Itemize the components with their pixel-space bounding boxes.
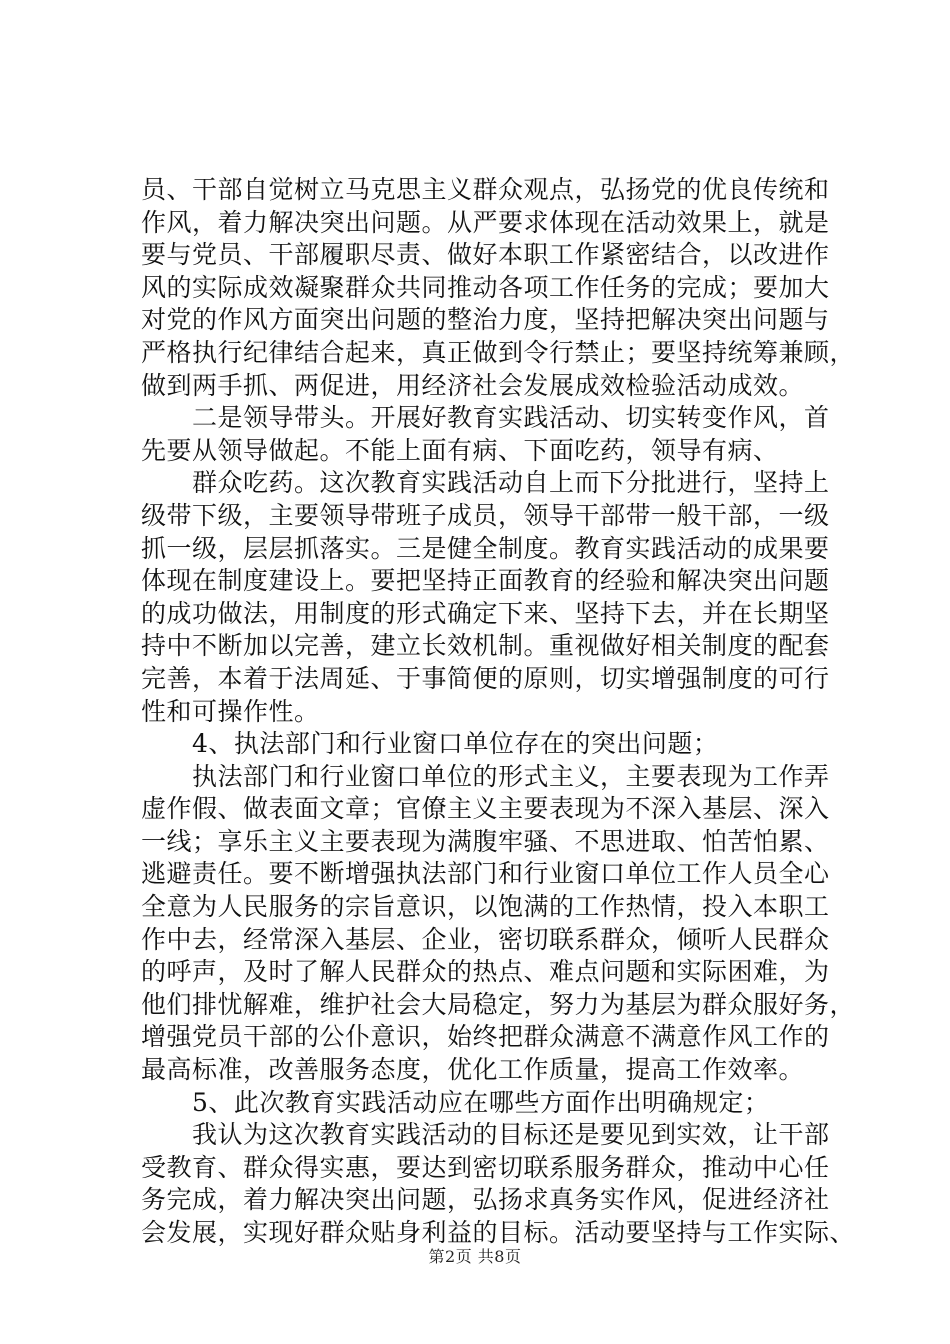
text-line: 级带下级，主要领导带班子成员，领导干部带一般干部，一级 xyxy=(141,500,830,530)
text-line: 严格执行纪律结合起来，真正做到令行禁止；要坚持统筹兼顾， xyxy=(141,337,856,367)
text-line: 对党的作风方面突出问题的整治力度，坚持把解决突出问题与 xyxy=(141,305,830,335)
text-line: 的呼声，及时了解人民群众的热点、难点问题和实际困难，为 xyxy=(141,957,830,987)
text-line: 抓一级，层层抓落实。三是健全制度。教育实践活动的成果要 xyxy=(141,533,830,563)
text-line: 执法部门和行业窗口单位的形式主义，主要表现为工作弄 xyxy=(141,761,830,791)
text-line: 作中去，经常深入基层、企业，密切联系群众，倾听人民群众 xyxy=(141,924,830,954)
text-line: 他们排忧解难，维护社会大局稳定，努力为基层为群众服好务， xyxy=(141,989,856,1019)
text-line: 体现在制度建设上。要把坚持正面教育的经验和解决突出问题 xyxy=(141,566,830,596)
document-body xyxy=(141,174,861,1250)
text-line: 风的实际成效凝聚群众共同推动各项工作任务的完成；要加大 xyxy=(141,272,830,302)
text-line: 持中不断加以完善，建立长效机制。重视做好相关制度的配套 xyxy=(141,631,830,661)
text-line: 会发展，实现好群众贴身利益的目标。活动要坚持与工作实际、 xyxy=(141,1218,856,1247)
text-line: 作风，着力解决突出问题。从严要求体现在活动效果上，就是 xyxy=(141,207,830,237)
text-line: 5、此次教育实践活动应在哪些方面作出明确规定； xyxy=(141,1087,770,1117)
text-line: 性和可操作性。 xyxy=(141,696,320,726)
text-line: 二是领导带头。开展好教育实践活动、切实转变作风，首 xyxy=(141,403,830,433)
text-line: 增强党员干部的公仆意识，始终把群众满意不满意作风工作的 xyxy=(141,1022,830,1052)
text-line: 的成功做法，用制度的形式确定下来、坚持下去，并在长期坚 xyxy=(141,598,830,628)
text-line: 4、执法部门和行业窗口单位存在的突出问题； xyxy=(141,729,719,759)
text-line: 受教育、群众得实惠，要达到密切联系服务群众，推动中心任 xyxy=(141,1152,830,1182)
text-line: 做到两手抓、两促进，用经济社会发展成效检验活动成效。 xyxy=(141,370,805,400)
text-line: 务完成，着力解决突出问题，弘扬求真务实作风，促进经济社 xyxy=(141,1185,830,1215)
text-line: 群众吃药。这次教育实践活动自上而下分批进行，坚持上 xyxy=(141,468,830,498)
page-number-footer: 第2页 共8页 xyxy=(428,1247,522,1266)
text-line: 要与党员、干部履职尽责、做好本职工作紧密结合，以改进作 xyxy=(141,240,830,270)
text-line: 虚作假、做表面文章；官僚主义主要表现为不深入基层、深入 xyxy=(141,794,830,824)
text-line: 全意为人民服务的宗旨意识，以饱满的工作热情，投入本职工 xyxy=(141,892,830,922)
text-line: 一线；享乐主义主要表现为满腹牢骚、不思进取、怕苦怕累、 xyxy=(141,826,830,856)
text-line: 完善，本着于法周延、于事简便的原则，切实增强制度的可行 xyxy=(141,663,830,693)
text-line: 我认为这次教育实践活动的目标还是要见到实效，让干部 xyxy=(141,1120,830,1150)
text-line: 先要从领导做起。不能上面有病、下面吃药，领导有病、 xyxy=(141,435,779,465)
text-line: 最高标准，改善服务态度，优化工作质量，提高工作效率。 xyxy=(141,1055,805,1085)
text-line: 员、干部自觉树立马克思主义群众观点，弘扬党的优良传统和 xyxy=(141,175,830,204)
text-line: 逃避责任。要不断增强执法部门和行业窗口单位工作人员全心 xyxy=(141,859,830,889)
